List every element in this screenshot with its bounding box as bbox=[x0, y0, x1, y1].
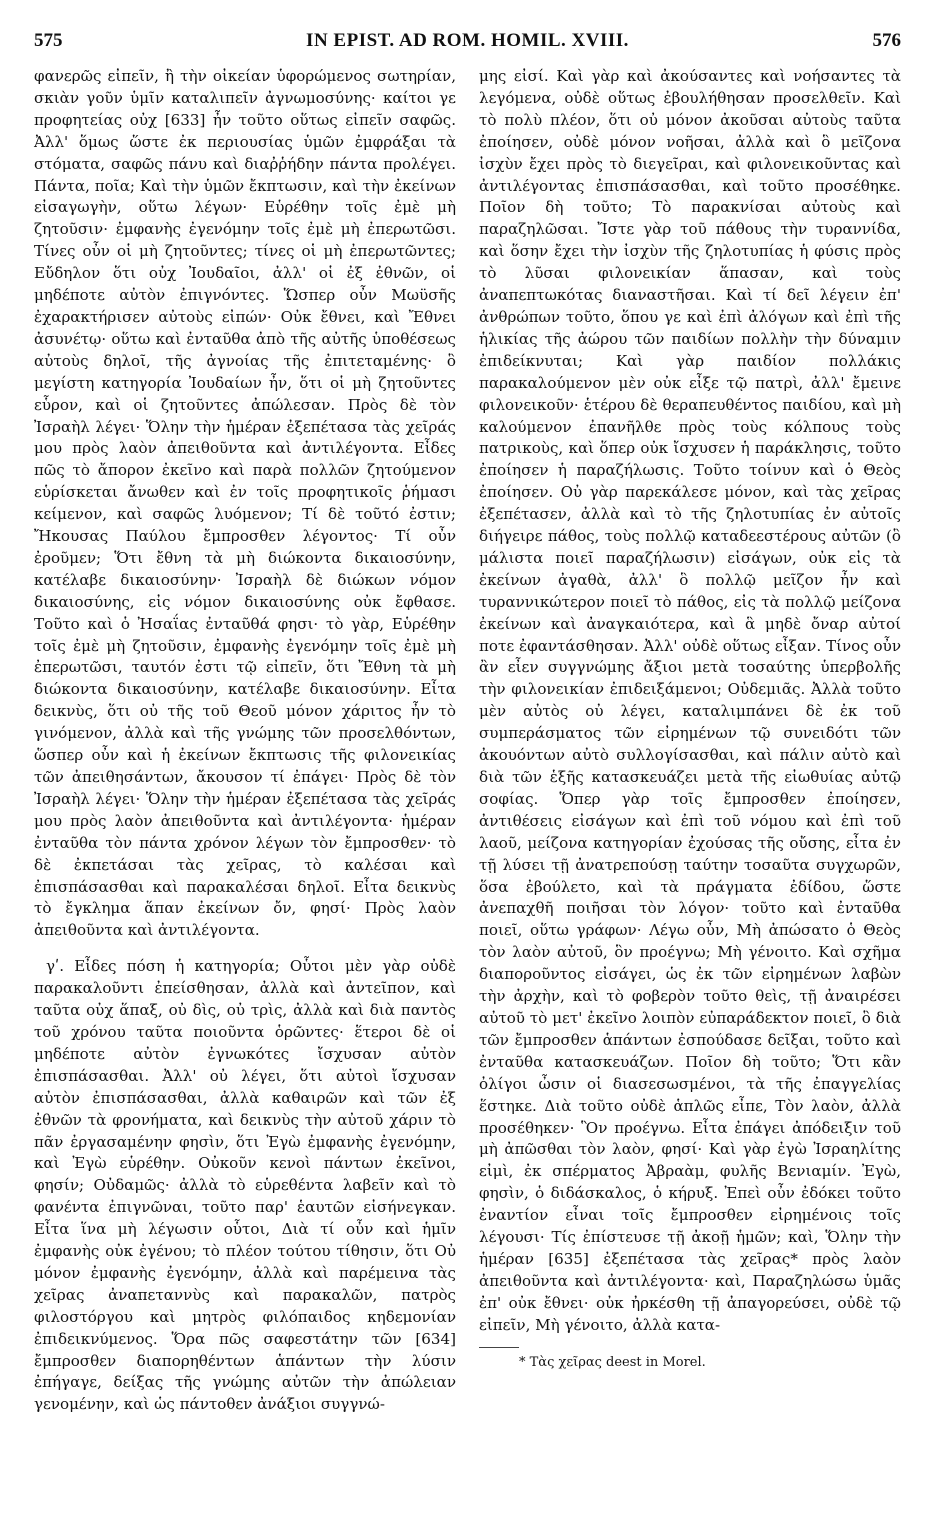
right-paragraph-1: μης εἰσί. Καὶ γὰρ καὶ ἀκούσαντες καὶ νοήσαντες τὰ λεγόμενα, οὐδὲ οὕτως ἐβουλήθησαν προσελθεῖν. Καὶ τὸ πολὺ πλέον, ὅτι οὐ μόνον ἀκοῦσαι αὐτοὺς ταῦτα ἐποίησεν, οὐδὲ μόνον νοῆσαι, ἀλλὰ καὶ ὃ μεῖζονα ἰσχὺν ἔχει πρὸς τὸ διεγεῖραι, καὶ φιλονεικοῦντας καὶ ἀντιλέγοντας ἐπισπάσασθαι, καὶ τοῦτο προσέθηκε. Ποῖον δὴ τοῦτο; Τὸ παρακνίσαι αὐτοὺς καὶ παραζηλῶσαι. Ἴστε γὰρ τοῦ πάθους τὴν τυραννίδα, καὶ ὅσην ἔχει τὴν ἰσχὺν τῆς ζηλοτυπίας ἡ φύσις πρὸς τὸ λῦσαι φιλονεικίαν ἅπασαν, καὶ τοὺς ἀναπεπτωκότας διαναστῆσαι. Καὶ τί δεῖ λέγειν ἐπ' ἀνθρώπων τοῦτο, ὅπου γε καὶ ἐπὶ ἀλόγων καὶ ἐπὶ τῆς ἡλικίας τῆς ἀώρου τῶν παιδίων πολλὴν τὴν δύναμιν ἐπιδείκνυται; Καὶ γὰρ παιδίον πολλάκις παρακαλούμενον μὲν οὐκ εἶξε τῷ πατρὶ, ἀλλ' ἔμεινε φιλονεικοῦν· ἑτέρου δὲ θεραπευθέντος παιδίου, καὶ μὴ καλούμενον ἐπανῆλθε πρὸς τοὺς κόλπους τοὺς πατρικοὺς, καὶ ὅπερ οὐκ ἴσχυσεν ἡ παράκλησις, τοῦτο ἐποίησεν ἡ παραζήλωσις. Τοῦτο τοίνυν καὶ ὁ Θεὸς ἐποίησεν. Οὐ γὰρ παρεκάλεσε μόνον, καὶ τὰς χεῖρας ἐξεπέτασεν, ἀλλὰ καὶ τὸ τῆς ζηλοτυπίας ἐν αὐτοῖς διήγειρε πάθος, τοὺς πολλῷ καταδεεστέρους αὐτῶν (ὃ μάλιστα ποιεῖ παραζήλωσιν) εἰσάγων, οὐκ εἰς τὰ ἐκείνων ἀγαθὰ, ἀλλ' ὃ πολλῷ μεῖζον ἦν καὶ τυραννικώτερον ποιεῖ τὸ πάθος, εἰς τὰ πολλῷ μείζονα ἐκείνων καὶ ἀναγκαιότερα, καὶ ἃ μηδὲ ὄναρ αὐτοί ποτε ἐφαντάσθησαν. Ἀλλ' οὐδὲ οὕτως εἶξαν. Τίνος οὖν ἂν εἶεν συγγνώμης ἄξιοι μετὰ τοσαύτης ὑπερβολῆς τὴν φιλονεικίαν ἐπιδειξάμενοι; Οὐδεμιᾶς. Ἀλλὰ τοῦτο μὲν αὐτὸς οὐ λέγει, καταλιμπάνει δὲ ἐκ τοῦ συμπεράσματος τῶν εἰρημένων τῷ συνειδότι τῶν ἀκουόντων αὐτὸ συλλογίσασθαι, καὶ πάλιν αὐτὸ καὶ διὰ τῶν ἑξῆς κατασκευάζει μετὰ τῆς εἰωθυίας αὐτῷ σοφίας. Ὅπερ γὰρ τοῖς ἔμπροσθεν ἐποίησεν, ἀντιθέσεις εἰσάγων καὶ ἐπὶ τοῦ νόμου καὶ ἐπὶ τοῦ λαοῦ, μείζονα κατηγορίαν ἐχούσας τῆς οὔσης, εἶτα ἐν τῇ λύσει τῇ ἀνατρεπούσῃ ταύτην τοσαῦτα συγχωρῶν, ὅσα ἐβούλετο, καὶ τὰ πράγματα ἐδίδου, ὥστε ἀνεπαχθῆ ποιῆσαι τὸν λόγον· τοῦτο καὶ ἐνταῦθα ποιεῖ, οὕτω γράφων· Λέγω οὖν, Μὴ ἀπώσατο ὁ Θεὸς τὸν λαὸν αὐτοῦ, ὃν προέγνω; Μὴ γένοιτο. Καὶ σχῆμα διαποροῦντος εἰσάγει, ὡς ἐκ τῶν εἰρημένων λαβὼν τὴν ἀρχὴν, καὶ τὸ φοβερὸν τοῦτο θεὶς, τῇ ἀναιρέσει αὐτοῦ τὸ μετ' ἐκεῖνο λοιπὸν εὐπαράδεκτον ποιεῖ, ὃ διὰ τῶν ἔμπροσθεν ἁπάντων ἐσπούδασε δεῖξαι, τοῦτο καὶ ἐνταῦθα κατασκευάζων. Ποῖον δὴ τοῦτο; Ὅτι κἂν ὀλίγοι ὦσιν οἱ διασεσωσμένοι, τὰ τῆς ἐπαγγελίας ἕστηκε. Διὰ τοῦτο οὐδὲ ἁπλῶς εἶπε, Τὸν λαὸν, ἀλλὰ προσέθηκεν· Ὃν προέγνω. Εἶτα ἐπάγει ἀπόδειξιν τοῦ μὴ ἀπῶσθαι τὸν λαὸν, φησί· Καὶ γὰρ ἐγὼ Ἰσραηλίτης εἰμὶ, ἐκ σπέρματος Ἀβραὰμ, φυλῆς Βενιαμίν. Ἐγὼ, φησὶν, ὁ διδάσκαλος, ὁ κήρυξ. Ἐπεὶ οὖν ἐδόκει τοῦτο ἐναντίον εἶναι τοῖς ἔμπροσθεν εἰρημένοις τοῖς λέγουσι· Τίς ἐπίστευσε τῇ ἀκοῇ ἡμῶν; καὶ, Ὅλην τὴν ἡμέραν [635] ἐξεπέτασα τὰς χεῖρας* πρὸς λαὸν ἀπειθοῦντα καὶ ἀντιλέγοντα· καὶ, Παραζηλώσω ὑμᾶς ἐπ' οὐκ ἔθνει· οὐκ ἠρκέσθη τῇ ἀπαγορεύσει, οὐδὲ τῷ εἰπεῖν, Μὴ γένοιτο, ἀλλὰ κατα- bbox=[479, 67, 901, 1334]
text-columns bbox=[34, 66, 901, 1416]
running-title: IN EPIST. AD ROM. HOMIL. XVIII. bbox=[306, 30, 629, 51]
left-column bbox=[34, 66, 456, 1416]
running-header bbox=[34, 30, 901, 58]
left-paragraph-1: φανερῶς εἰπεῖν, ἢ τὴν οἰκείαν ὑφορώμενος σωτηρίαν, σκιὰν γοῦν ὑμῖν καταλιπεῖν ἀγνωμοσύνης· καίτοι γε προφητείας οὐχ [633] ἦν τοῦτο οὕτως εἰπεῖν σαφῶς. Ἀλλ' ὅμως ὥστε ἐκ περιουσίας ὑμῶν ἐμφράξαι τὰ στόματα, σαφῶς πάνυ καὶ διαῤῥήδην πάντα προλέγει. Πάντα, ποῖα; Καὶ τὴν ὑμῶν ἔκπτωσιν, καὶ τὴν ἐκείνων εἰσαγωγὴν, οὕτω λέγων· Εὑρέθην τοῖς ἐμὲ μὴ ζητοῦσιν· ἐμφανὴς ἐγενόμην τοῖς ἐμὲ μὴ ἐπερωτῶσι. Τίνες οὖν οἱ μὴ ζητοῦντες; τίνες οἱ μὴ ἐπερωτῶντες; Εὔδηλον ὅτι οὐχ Ἰουδαῖοι, ἀλλ' οἱ ἐξ ἐθνῶν, οἱ μηδέποτε αὐτὸν ἐπιγνόντες. Ὥσπερ οὖν Μωϋσῆς ἐχαρακτήρισεν αὐτοὺς εἰπών· Οὐκ ἔθνει, καὶ Ἔθνει ἀσυνέτῳ· οὕτω καὶ ἐνταῦθα ἀπὸ τῆς αὐτῆς ὑποθέσεως αὐτοὺς δηλοῖ, τῆς ἀγνοίας τῆς ἐπιτεταμένης· ὃ μεγίστη κατηγορία Ἰουδαίων ἦν, ὅτι οἱ μὴ ζητοῦντες εὗρον, καὶ οἱ ζητοῦντες ἀπώλεσαν. Πρὸς δὲ τὸν Ἰσραὴλ λέγει· Ὅλην τὴν ἡμέραν ἐξεπέτασα τὰς χεῖράς μου πρὸς λαὸν ἀπειθοῦντα καὶ ἀντιλέγοντα. Εἶδες πῶς τὸ ἄπορον ἐκεῖνο καὶ παρὰ πολλῶν ζητούμενον εὑρίσκεται ἄνωθεν καὶ ἐν τοῖς προφητικοῖς ῥήμασι κείμενον, καὶ σαφῶς λυόμενον; Τί δὲ τοῦτό ἐστιν; Ἤκουσας Παύλου ἔμπροσθεν λέγοντος· Τί οὖν ἐροῦμεν; Ὅτι ἔθνη τὰ μὴ διώκοντα δικαιοσύνην, κατέλαβε δικαιοσύνην· Ἰσραὴλ δὲ διώκων νόμον δικαιοσύνης, εἰς νόμον δικαιοσύνης οὐκ ἔφθασε. Τοῦτο καὶ ὁ Ἠσαΐας ἐνταῦθά φησι· τὸ γὰρ, Εὑρέθην τοῖς ἐμὲ μὴ ζητοῦσιν, ἐμφανὴς ἐγενόμην τοῖς ἐμὲ μὴ ἐπερωτῶσι, ταυτόν ἐστι τῷ εἰπεῖν, ὅτι Ἔθνη τὰ μὴ διώκοντα δικαιοσύνην, κατέλαβε δικαιοσύνην. Εἶτα δεικνὺς, ὅτι οὐ τῆς τοῦ Θεοῦ μόνον χάριτος ἦν τὸ γινόμενον, ἀλλὰ καὶ τῆς γνώμης τῶν προσελθόντων, ὥσπερ οὖν καὶ ἡ ἐκείνων ἔκπτωσις τῆς φιλονεικίας τῶν ἀπειθησάντων, ἄκουσον τί ἐπάγει· Πρὸς δὲ τὸν Ἰσραὴλ λέγει· Ὅλην τὴν ἡμέραν ἐξεπέτασα τὰς χεῖράς μου πρὸς λαὸν ἀπειθοῦντα καὶ ἀντιλέγοντα· ἡμέραν ἐνταῦθα τὸν πάντα χρόνον λέγων τὸν ἔμπροσθεν· τὸ δὲ ἐκπετάσαι τὰς χεῖρας, τὸ καλέσαι καὶ ἐπισπάσασθαι καὶ παρακαλέσαι δηλοῖ. Εἶτα δεικνὺς τὸ ἔγκλημα ἅπαν ἐκείνων ὄν, φησί· Πρὸς λαὸν ἀπειθοῦντα καὶ ἀντιλέγοντα. bbox=[34, 67, 456, 940]
right-column bbox=[479, 66, 901, 1416]
left-page-number: 575 bbox=[34, 30, 63, 51]
footnote-divider bbox=[479, 1347, 519, 1348]
footnote: * Τὰς χεῖρας deest in Morel. bbox=[519, 1354, 706, 1370]
left-paragraph-2: γʹ. Εἶδες πόση ἡ κατηγορία; Οὗτοι μὲν γὰρ οὐδὲ παρακαλοῦντι ἐπείσθησαν, ἀλλὰ καὶ ἀντεῖπον, καὶ ταῦτα οὐχ ἅπαξ, οὐ δὶς, οὐ τρὶς, ἀλλὰ καὶ διὰ παντὸς τοῦ χρόνου ταῦτα ποιοῦντα ὁρῶντες· ἕτεροι δὲ οἱ μηδέποτε αὐτὸν ἐγνωκότες ἴσχυσαν αὐτὸν ἐπισπάσασθαι. Ἀλλ' οὐ λέγει, ὅτι αὐτοὶ ἴσχυσαν αὐτὸν ἐπισπάσασθαι, ἀλλὰ καθαιρῶν καὶ τῶν ἐξ ἐθνῶν τὰ φρονήματα, καὶ δεικνὺς τὴν αὐτοῦ χάριν τὸ πᾶν ἐργασαμένην φησὶν, ὅτι Ἐγὼ ἐμφανὴς ἐγενόμην, καὶ Ἐγὼ εὑρέθην. Οὐκοῦν κενοὶ πάντων ἐκεῖνοι, φησίν; Οὐδαμῶς· ἀλλὰ τὸ εὑρεθέντα λαβεῖν καὶ τὸ φανέντα ἐπιγνῶναι, τοῦτο παρ' ἑαυτῶν εἰσήνεγκαν. Εἶτα ἵνα μὴ λέγωσιν οὗτοι, Διὰ τί οὖν καὶ ἡμῖν ἐμφανὴς οὐκ ἐγένου; τὸ πλέον τούτου τίθησιν, ὅτι Οὐ μόνον ἐμφανὴς ἐγενόμην, ἀλλὰ καὶ παρέμεινα τὰς χεῖρας ἀναπεταννὺς καὶ παρακαλῶν, πατρὸς φιλοστόργου καὶ μητρὸς φιλόπαιδος κηδεμονίαν ἐπιδεικνύμενος. Ὅρα πῶς σαφεστάτην τῶν [634] ἔμπροσθεν διαπορηθέντων ἁπάντων τὴν λύσιν ἐπήγαγε, δείξας τῆς γνώμης αὐτῶν τὴν ἀπώλειαν γενομένην, καὶ ὡς πάντοθεν ἀνάξιοι συγγνώ- bbox=[34, 957, 456, 1414]
right-page-number: 576 bbox=[872, 30, 901, 51]
